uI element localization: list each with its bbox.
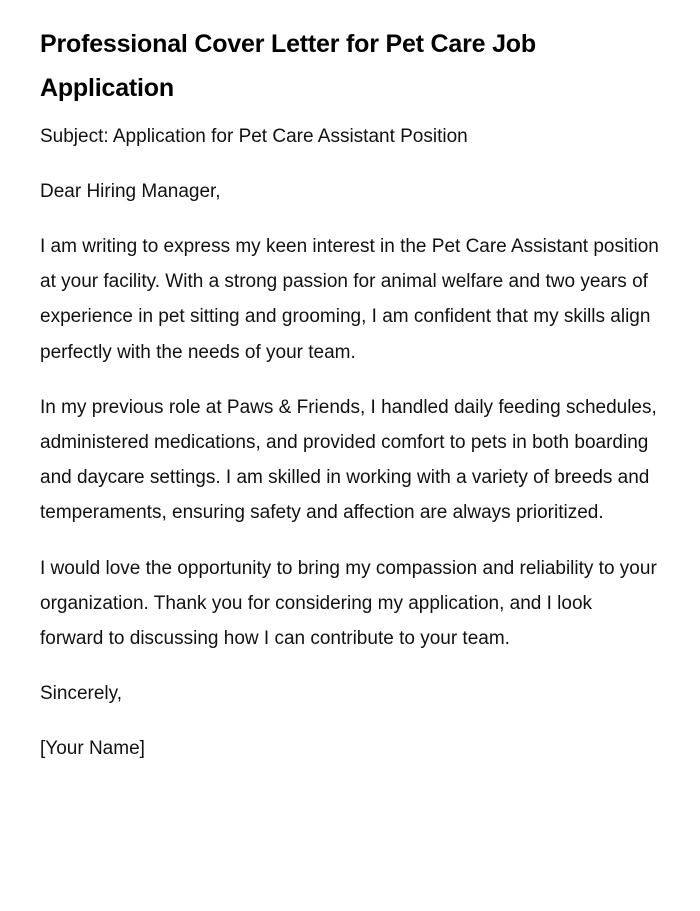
body-paragraph-1: I am writing to express my keen interest in the Pet Care Assistant position at your facility. With a strong passion for animal welfare and two years of experience in pet sitting and grooming, I am confident that my skills align perfectly with the needs of your team. [40,236,659,363]
body-paragraph-2: In my previous role at Paws & Friends, I handled daily feeding schedules, administered medications, and provided comfort to pets in both boarding and daycare settings. I am skilled in working with a variety of breeds and temperaments, ensuring safety and affection are always prioritized. [40,396,657,524]
document-title: Professional Cover Letter for Pet Care Job Application [40,30,536,102]
body-paragraph-3: I would love the opportunity to bring my compassion and reliability to your organization. Thank you for considering my application, and I look forward to discussing how I can contribute to your team. [40,557,657,650]
salutation: Dear Hiring Manager, [40,181,221,202]
signature: [Your Name] [40,738,145,760]
closing: Sincerely, [40,683,123,705]
subject-line: Subject: Application for Pet Care Assistant Position [40,126,468,147]
